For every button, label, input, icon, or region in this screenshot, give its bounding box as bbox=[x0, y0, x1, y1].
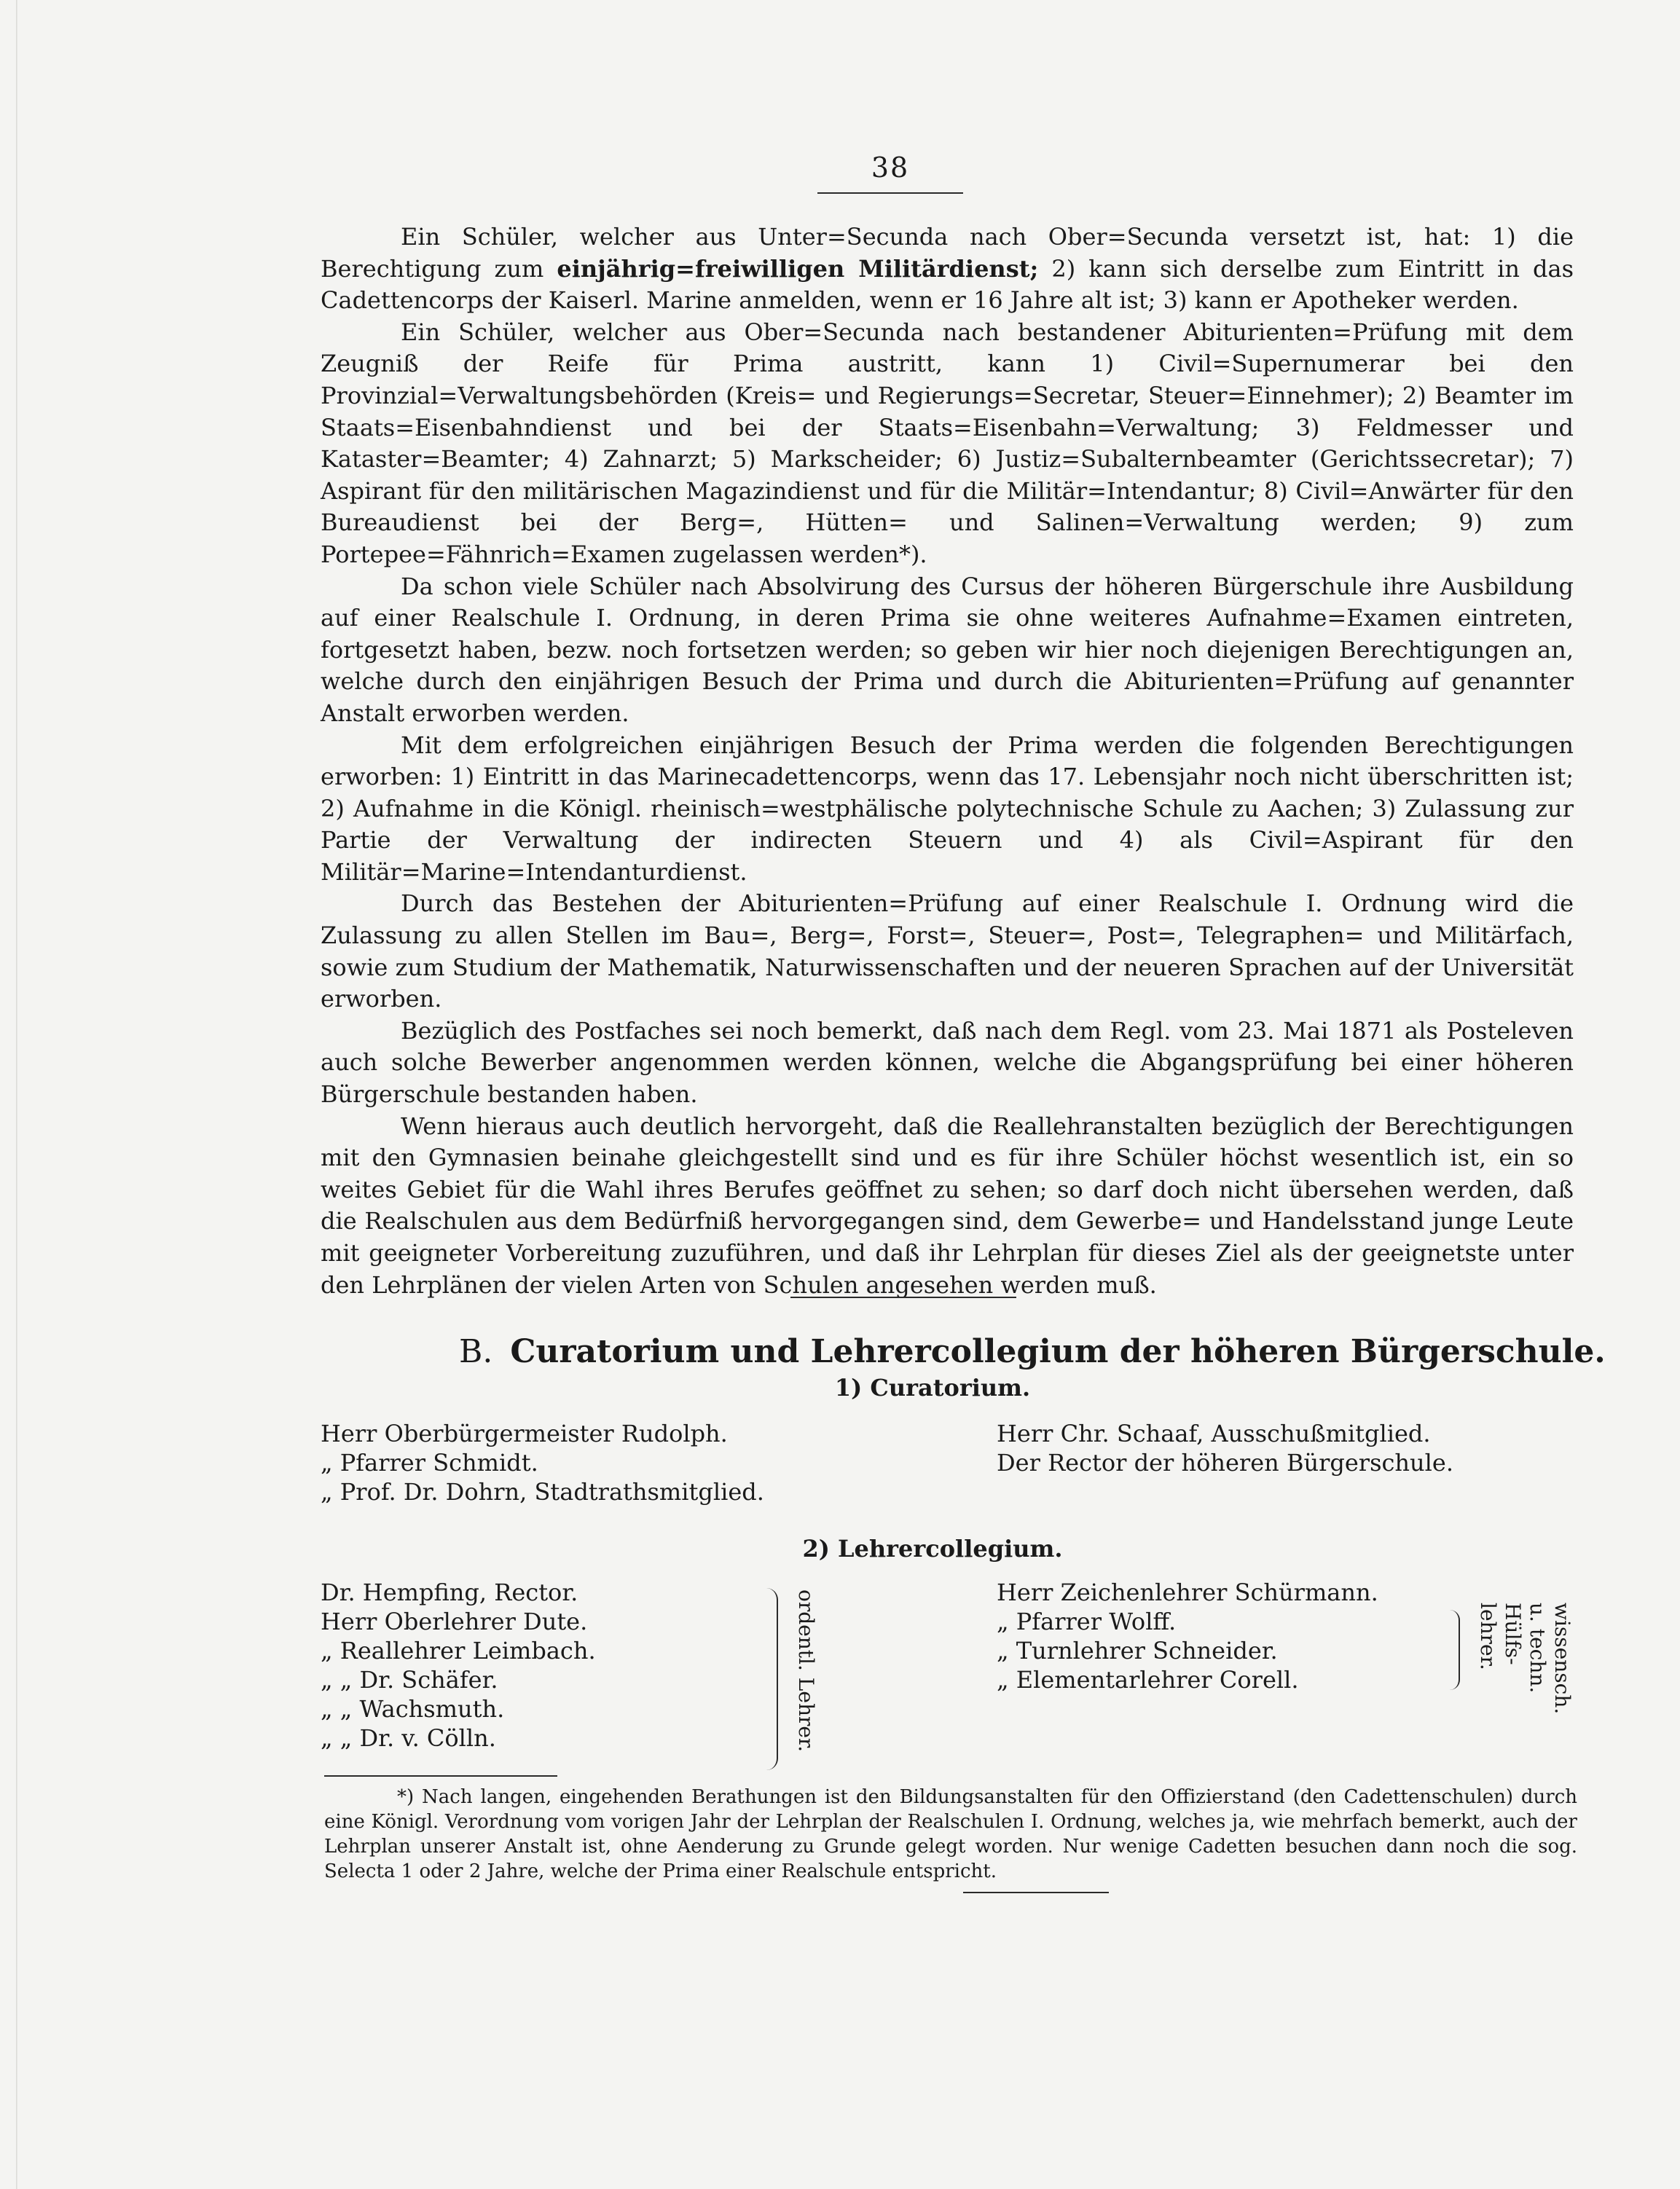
list-item: Dr. Hempfing, Rector. bbox=[321, 1579, 578, 1606]
collegium-heading: 2) Lehrercollegium. bbox=[802, 1535, 1063, 1563]
paragraph-prima: Mit dem erfolgreichen einjährigen Besuch der Prima werden die folgenden Berechtigungen erworben: 1) Eintritt in das Marinecadettencorps, wenn das 17. Lebensjahr noch nicht überschritten ist; 2) Aufnahme in die Königl. rheinisch=westphälische polytechnische Schule zu Aachen; 3) Zulassung zur Partie der Verwaltung der indirecten Steuern und 4) als Civil=Aspirant für den Militär=Marine=Intendanturdienst. bbox=[321, 731, 1574, 886]
paragraph-realschule: Da schon viele Schüler nach Absolvirung des Cursus der höheren Bürgerschule ihre Ausbildung auf einer Realschule I. Ordnung, in deren Prima sie ohne weiteres Aufnahme=Examen eintreten, fortgesetzt haben, bezw. noch fortsetzen werden; so geben wir hier noch diejenigen Berechtigungen an, welche durch den einjährigen Besuch der Prima und durch die Abiturienten=Prüfung auf genannter Anstalt erworben werden. bbox=[321, 572, 1574, 727]
curatorium-left-list bbox=[321, 1419, 764, 1506]
section-letter: B. bbox=[459, 1333, 493, 1370]
ordentl-lehrer-label: ordentl. Lehrer. bbox=[794, 1589, 818, 1753]
paragraph-unter-secunda: Ein Schüler, welcher aus Unter=Secunda nach Ober=Secunda versetzt ist, hat: 1) die Berechtigung zum einjährig=freiwilligen Militärdienst; 2) kann sich derselbe zum Eintritt in das Cadettencorps der Kaiserl. Marine anmelden, wenn er 16 Jahre alt ist; 3) kann er Apotheker werden. bbox=[321, 223, 1574, 315]
bold-phrase: einjährig=freiwilligen Militärdienst; bbox=[557, 254, 1039, 283]
list-item: „ Turnlehrer Schneider. bbox=[997, 1637, 1278, 1665]
list-item: „ „ Dr. v. Cölln. bbox=[321, 1724, 496, 1752]
list-item: Herr Chr. Schaaf, Ausschußmitglied. bbox=[997, 1420, 1431, 1447]
paragraph-conclusion: Wenn hieraus auch deutlich hervorgeht, daß die Reallehranstalten bezüglich der Berechtigungen mit den Gymnasien beinahe gleichgestellt sind und es für ihre Schüler höchst wesentlich ist, ein so weites Gebiet für die Wahl ihres Berufes geöffnet zu sehen; so darf doch nicht übersehen werden, daß die Realschulen aus dem Bedürfniß hervorgegangen sind, dem Gewerbe= und Handelsstand junge Leute mit geeigneter Vorbereitung zuzuführen, und daß ihr Lehrplan für dieses Ziel als der geeignetste unter den Lehrplänen der vielen Arten von Schulen angesehen werden muß. bbox=[321, 1112, 1574, 1299]
brace-left bbox=[766, 1588, 778, 1770]
list-item: „ Pfarrer Schmidt. bbox=[321, 1449, 538, 1477]
page-number-rule bbox=[817, 192, 963, 194]
list-item: „ Pfarrer Wolff. bbox=[997, 1608, 1177, 1635]
footnote-rule bbox=[324, 1775, 557, 1777]
list-item: Herr Oberlehrer Dute. bbox=[321, 1608, 588, 1635]
curatorium-right-list bbox=[997, 1419, 1453, 1477]
hilfslehrer-label: wissensch. u. techn. Hülfs- lehrer. bbox=[1476, 1603, 1574, 1715]
section-title: Curatorium und Lehrercollegium der höheren Bürgerschule. bbox=[510, 1333, 1606, 1370]
footnote: *) Nach langen, eingehenden Berathungen ist den Bildungsanstalten für den Offizierstand (den Cadettenschulen) durch eine Königl. Verordnung vom vorigen Jahr der Lehrplan der Realschulen I. Ordnung, welches ja, wie mehrfach bemerkt, auch der Lehrplan unserer Anstalt ist, ohne Aenderung zu Grunde gelegt worden. Nur wenige Cadetten besuchen dann noch die sog. Selecta 1 oder 2 Jahre, welche der Prima einer Realschule entspricht. bbox=[324, 1786, 1577, 1882]
paragraph-ober-secunda: Ein Schüler, welcher aus Ober=Secunda nach bestandener Abiturienten=Prüfung mit dem Zeugniß der Reife für Prima austritt, kann 1) Civil=Supernumerar bei den Provinzial=Verwaltungsbehörden (Kreis= und Regierungs=Secretar, Steuer=Einnehmer); 2) Beamter im Staats=Eisenbahndienst und bei der Staats=Eisenbahn=Verwaltung; 3) Feldmesser und Kataster=Beamter; 4) Zahnarzt; 5) Markscheider; 6) Justiz=Subalternbeamter (Gerichtssecretar); 7) Aspirant für den militärischen Magazindienst und für die Militär=Intendantur; 8) Civil=Anwärter für den Bureaudienst bei der Berg=, Hütten= und Salinen=Verwaltung werden; 9) zum Portepee=Fähnrich=Examen zugelassen werden*). bbox=[321, 318, 1574, 568]
page-binding-edge bbox=[16, 0, 17, 2189]
curatorium-heading: 1) Curatorium. bbox=[834, 1374, 1031, 1402]
list-item: „ Reallehrer Leimbach. bbox=[321, 1637, 596, 1665]
end-rule bbox=[963, 1892, 1109, 1893]
list-item: Der Rector der höheren Bürgerschule. bbox=[997, 1449, 1453, 1477]
list-item: „ Prof. Dr. Dohrn, Stadtrathsmitglied. bbox=[321, 1478, 764, 1506]
list-item: „ „ Dr. Schäfer. bbox=[321, 1666, 498, 1694]
list-item: Herr Oberbürgermeister Rudolph. bbox=[321, 1420, 728, 1447]
section-rule bbox=[790, 1297, 1016, 1298]
collegium-right-list bbox=[997, 1578, 1378, 1694]
list-item: „ „ Wachsmuth. bbox=[321, 1695, 505, 1723]
brace-right bbox=[1450, 1610, 1460, 1690]
collegium-left-list bbox=[321, 1578, 596, 1753]
section-heading bbox=[459, 1333, 1606, 1370]
paragraph-postfach: Bezüglich des Postfaches sei noch bemerkt, daß nach dem Regl. vom 23. Mai 1871 als Posteleven auch solche Bewerber angenommen werden können, welche die Abgangsprüfung bei einer höheren Bürgerschule bestanden haben. bbox=[321, 1016, 1574, 1109]
paragraph-abiturienten: Durch das Bestehen der Abiturienten=Prüfung auf einer Realschule I. Ordnung wird die Zulassung zu allen Stellen im Bau=, Berg=, Forst=, Steuer=, Post=, Telegraphen= und Militärfach, sowie zum Studium der Mathematik, Naturwissenschaften und der neueren Sprachen auf der Universität erworben. bbox=[321, 889, 1574, 1013]
body-text bbox=[321, 221, 1574, 1301]
list-item: „ Elementarlehrer Corell. bbox=[997, 1666, 1299, 1694]
page-number: 38 bbox=[871, 152, 910, 184]
list-item: Herr Zeichenlehrer Schürmann. bbox=[997, 1579, 1378, 1606]
